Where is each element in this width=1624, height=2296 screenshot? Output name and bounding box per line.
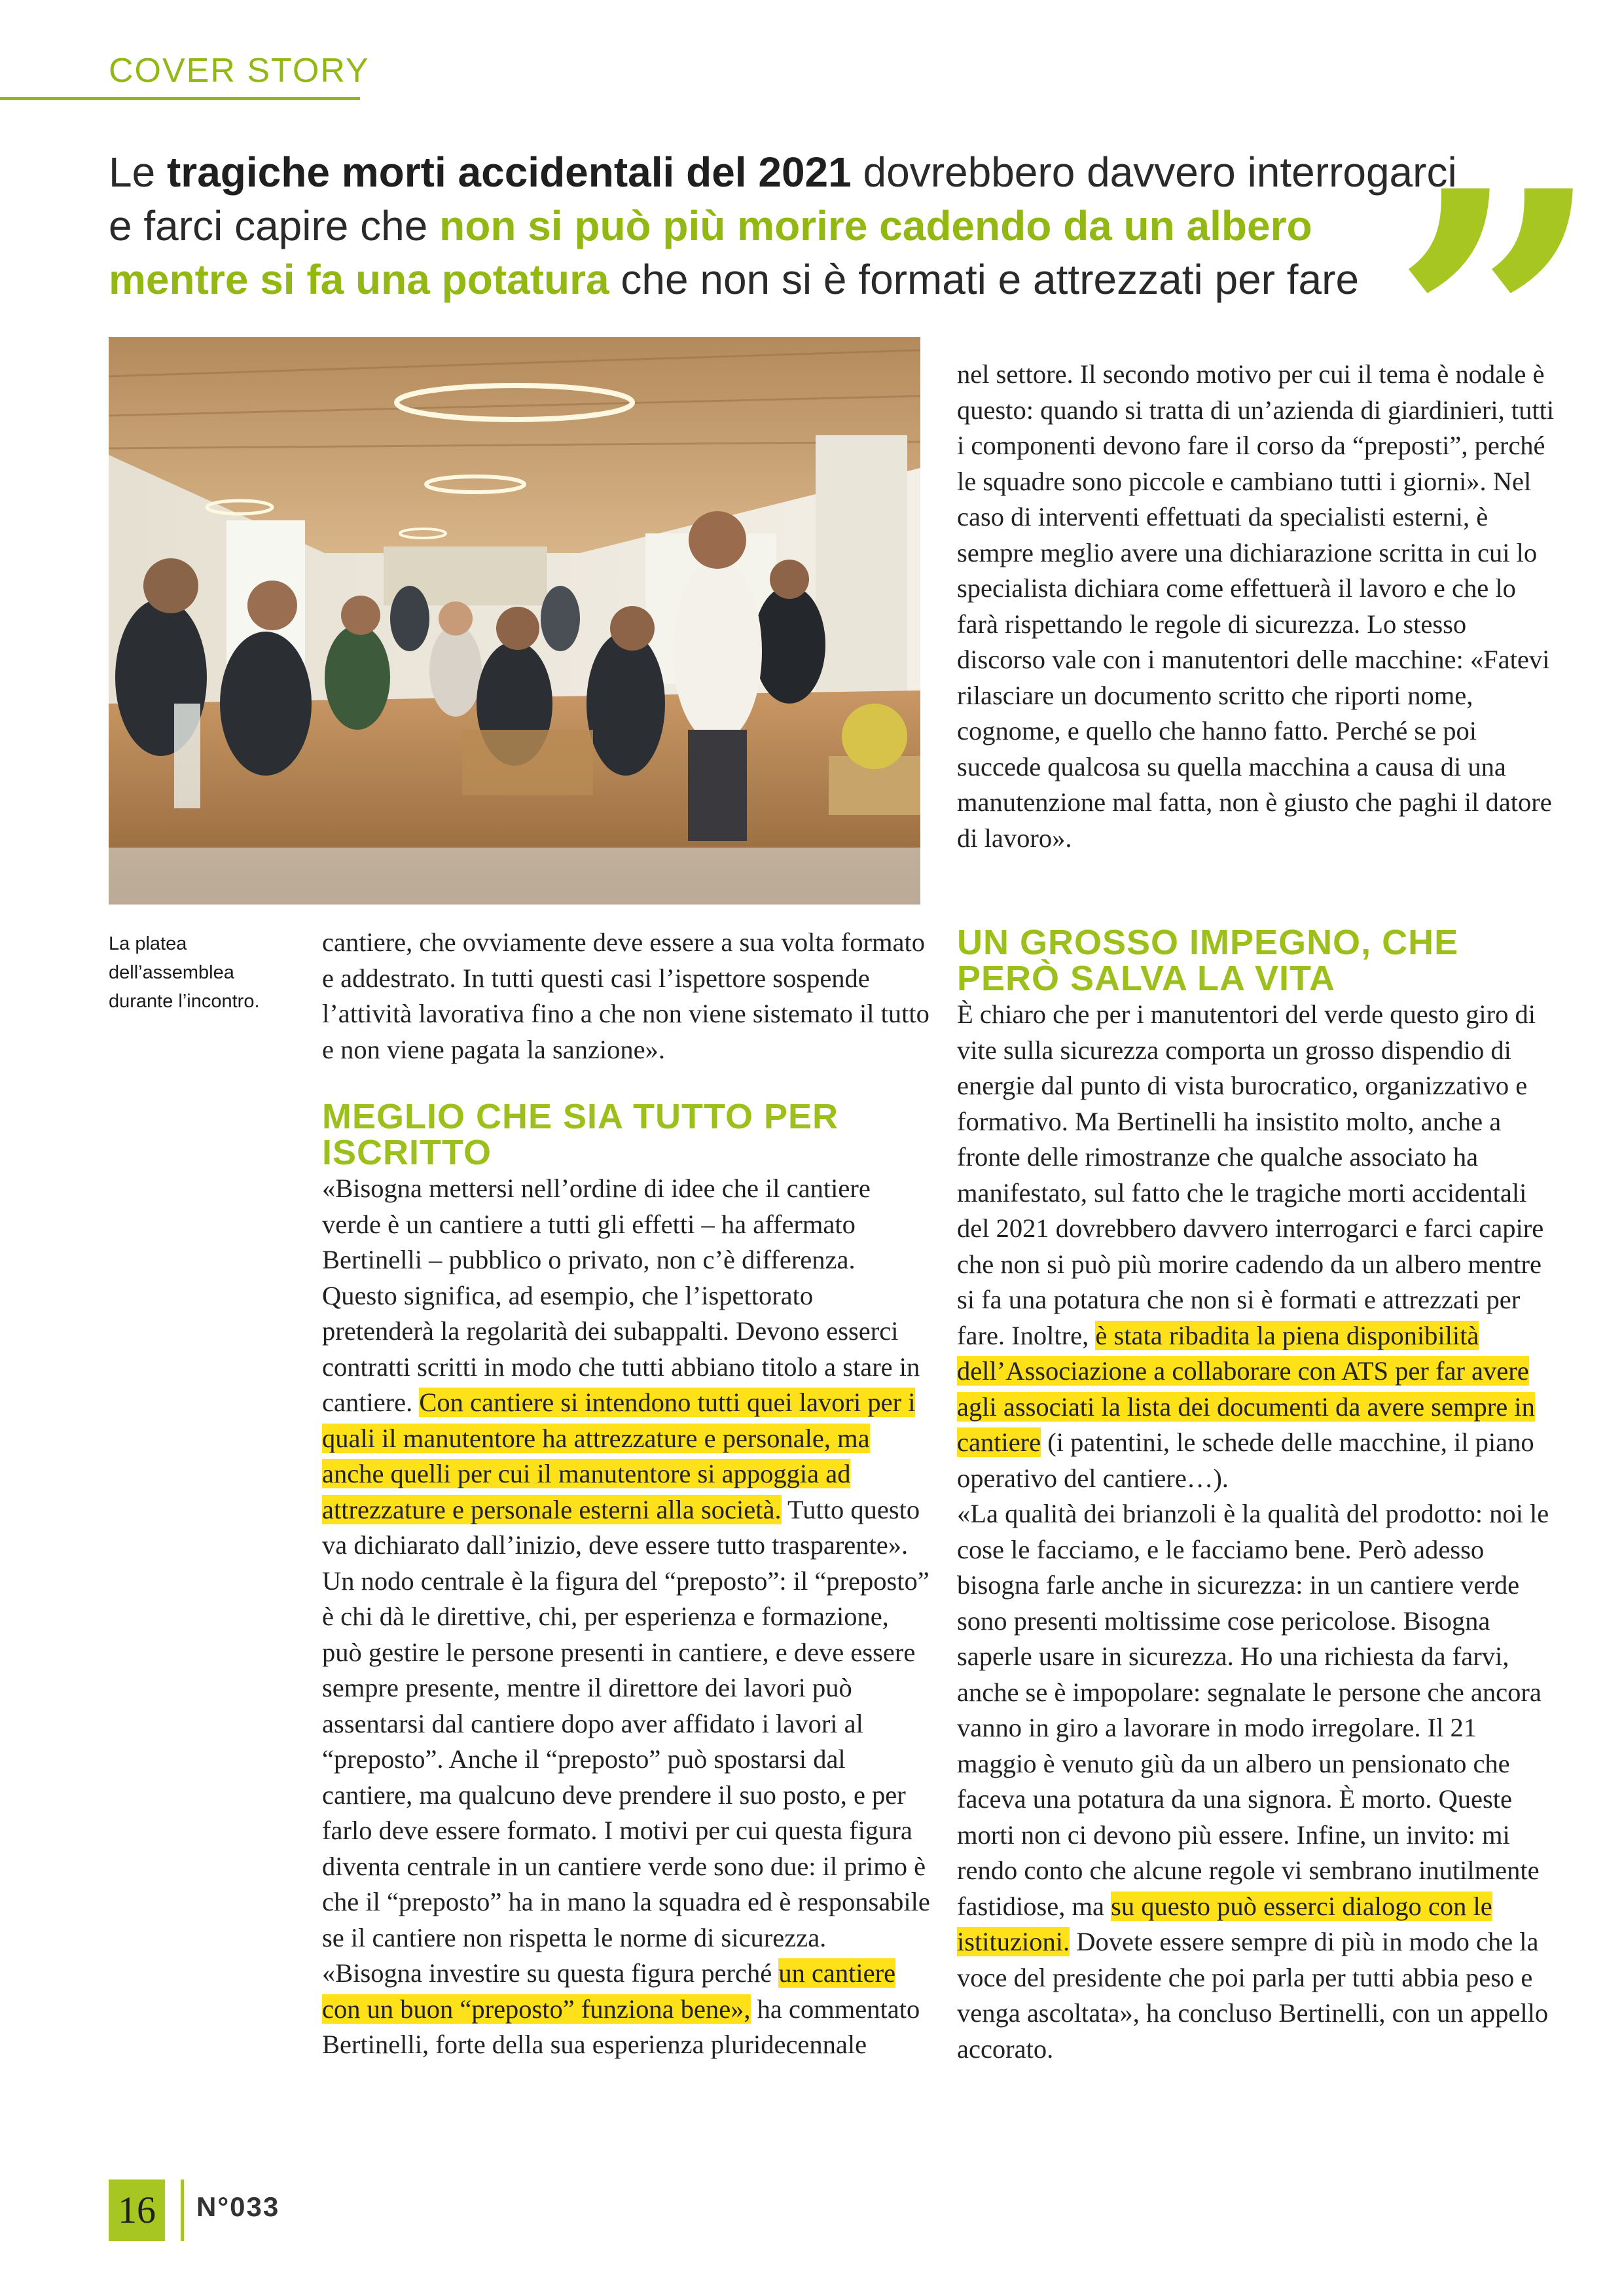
meeting-photo (109, 337, 920, 905)
issue-number: N°033 (196, 2191, 280, 2222)
paragraph-text: Dovete essere sempre di più in modo che la voce del presidente che poi parla per tutti abbia peso e venga ascoltata», ha concluso Bertinelli, con un appello accorato. (957, 1927, 1549, 2064)
paragraph-text: (i patentini, le schede delle macchine, il piano operativo del cantiere…). (957, 1427, 1534, 1493)
paragraph (957, 997, 1559, 1496)
section-heading: MEGLIO CHE SIA TUTTO PER ISCRITTO (322, 1097, 839, 1172)
paragraph-text: «Bisogna mettersi nell’ordine di idee che il cantiere verde è un cantiere a tutti gli effetti – ha affermato Bertinelli – pubblico o privato, non c’è differenza. Questo significa, ad esempio, che l’ispettorato pretenderà la regolarità dei subappalti. Devono esserci contratti scritti in modo che tutti abbiano titolo a stare in cantiere. (322, 1174, 920, 1417)
right-column-bottom (957, 925, 1559, 2067)
paragraph (322, 1171, 931, 2063)
highlighted-text: Con cantiere si intendono tutti quei lavori per i quali il manutentore ha attrezzature e personale, ma anche quelli per cui il manutentore si appoggia ad attrezzature e personale esterni alla società. (322, 1388, 916, 1524)
section-label: COVER STORY (109, 52, 370, 90)
highlighted-text: su questo può esserci dialogo con le istituzioni. (957, 1891, 1492, 1956)
right-column-top (957, 357, 1559, 856)
paragraph (957, 1496, 1559, 2067)
paragraph: nel settore. Il secondo motivo per cui il tema è nodale è questo: quando si tratta di un’azienda di giardinieri, tutti i componenti devono fare il corso da “preposti”, perché le squadre sono piccole e cambiano tutti i giorni». Nel caso di interventi effettuati da specialisti esterni, è sempre meglio avere una dichiarazione scritta in cui lo specialista dichiara come effettuerà il lavoro e che lo farà rispettando le regole di sicurezza. Lo stesso discorso vale con i manutentori delle macchine: «Fatevi rilasciare un documento scritto che riporti nome, cognome, e quello che hanno fatto. Perché se poi succede qualcosa su quella macchina a causa di una manutenzione mal fatta, non è giusto che paghi il datore di lavoro». (957, 359, 1555, 853)
highlighted-text: è stata ribadita la piena disponibilità dell’Associazione a collaborare con ATS per far avere agli associati la lista dei documenti da avere sempre in cantiere (957, 1320, 1535, 1457)
paragraph-text: Tutto questo va dichiarato dall’inizio, deve essere tutto trasparente». Un nodo centrale è la figura del “preposto”: il “preposto” è chi dà le direttive, chi, per esperienza e formazione, può gestire le persone presenti in cantiere, e deve essere sempre presente, mentre il direttore dei lavori può assentarsi dal cantiere dopo aver affidato i lavori al “preposto”. Anche il “preposto” può spostarsi dal cantiere, ma qualcuno deve prendere il suo posto, e per farlo deve essere formato. I motivi per cui questa figura diventa centrale in un cantiere verde sono due: il primo è che il “preposto” ha in mano la squadra ed è responsabile se il cantiere non rispetta le norme di sicurezza. «Bisogna investire su questa figura perché (322, 1494, 930, 1988)
highlighted-text: un cantiere con un buon “preposto” funziona bene», (322, 1958, 896, 2024)
section-heading: UN GROSSO IMPEGNO, CHE PERÒ SALVA LA VITA (957, 923, 1459, 998)
pull-quote (109, 145, 1457, 306)
page-number: 16 (109, 2179, 165, 2241)
footer-divider (181, 2179, 184, 2241)
quote-mark-icon: ” (1391, 112, 1576, 543)
quote-text: che non si è formati e attrezzati per fare (609, 256, 1360, 303)
paragraph-text: È chiaro che per i manutentori del verde questo giro di vite sulla sicurezza comporta un grosso dispendio di energie dal punto di vista burocratico, organizzativo e formativo. Ma Bertinelli ha insistito molto, anche a fronte delle rimostranze che qualche associato ha manifestato, sul fatto che le tragiche morti accidentali del 2021 dovrebbero davvero interrogarci e farci capire che non si può più morire cadendo da un albero mentre si fa una potatura che non si è formati e attrezzati per fare. Inoltre, (957, 999, 1544, 1350)
quote-text: Le (109, 149, 167, 196)
section-rule (0, 97, 360, 100)
paragraph: cantiere, che ovviamente deve essere a sua volta formato e addestrato. In tutti questi casi l’ispettore sospende l’attività lavorativa fino a che non viene sistemato il tutto e non viene pagata la sanzione». (322, 927, 929, 1064)
quote-bold: tragiche morti accidentali del 2021 (166, 149, 852, 196)
quote-highlight: non si può più morire cadendo da un albero mentre si fa una potatura (109, 202, 1312, 303)
left-column (322, 925, 931, 2063)
paragraph-text: «La qualità dei brianzoli è la qualità del prodotto: noi le cose le facciamo, e le facciamo bene. Però adesso bisogna farle anche in sicurezza: in un cantiere verde sono presenti moltissime cose pericolose. Bisogna saperle usare in sicurezza. Ho una richiesta da farvi, anche se è impopolare: segnalate le persone che ancora vanno in giro a lavorare in modo irregolare. Il 21 maggio è venuto giù da un albero un pensionato che faceva una potatura da una signora. È morto. Queste morti non ci devono più essere. Infine, un invito: mi rendo conto che alcune regole vi sembrano inutilmente fastidiose, ma (957, 1499, 1549, 1921)
paragraph-text: ha commentato Bertinelli, forte della sua esperienza pluridecennale (322, 1994, 920, 2059)
photo-caption: La platea dell’assemblea durante l’incontro. (109, 933, 260, 1012)
quote-text: dovrebbero davvero interrogarci e farci capire che (109, 149, 1457, 249)
